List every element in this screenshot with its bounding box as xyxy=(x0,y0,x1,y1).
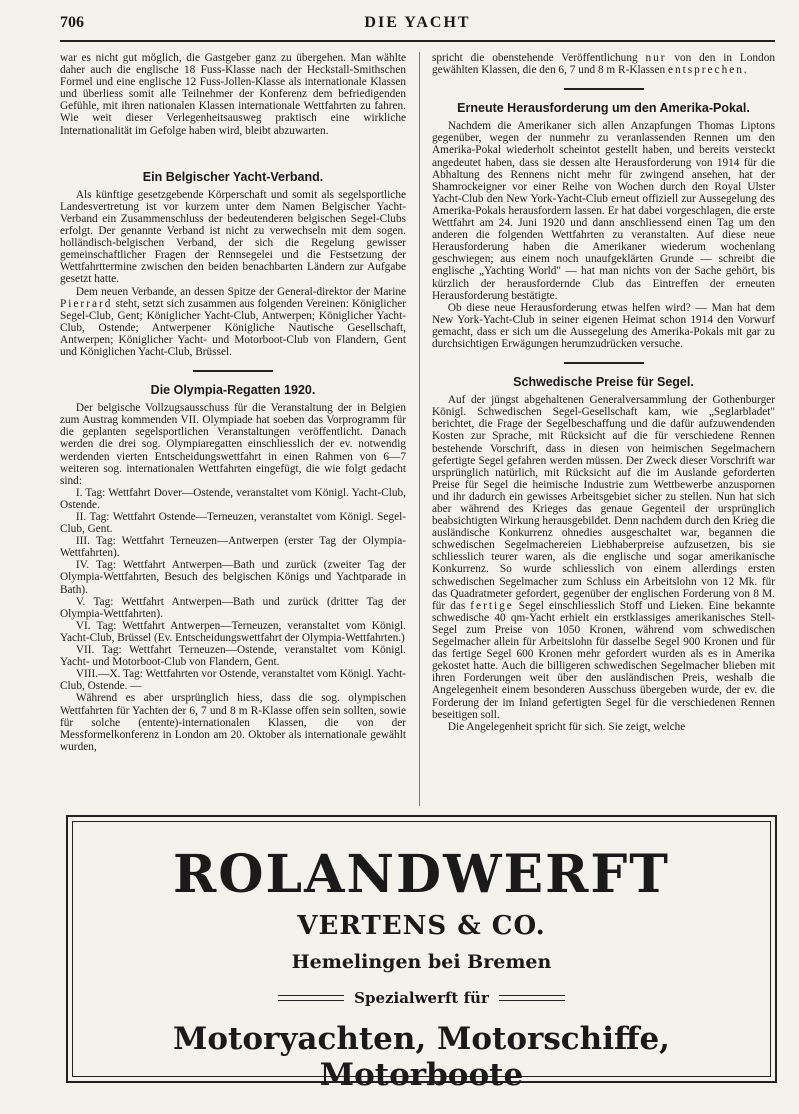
paragraph: Als künftige gesetzgebende Körperschaft und somit als segelsportliche Landesvertretung ist vor kurzem unter dem Namen Belgischer Yacht-Verband ein Zusammenschluss der bedeutenderen belgischen Segel-Clubs erfolgt. Der genannte Verband ist nicht zu verwechseln mit dem sogen. holländisch-belgischen Verband, der sich die Regelung gewisser gemeinschaftlicher Fragen der Rennsegelei und die Festsetzung der Wettfahrttermine zwischen den beiden benachbarten Ländern zur Aufgabe gesetzt hatte. xyxy=(60,188,406,286)
double-rule-right xyxy=(499,995,565,1001)
ad-firm-name: VERTENS & CO. xyxy=(297,911,546,941)
column-divider xyxy=(419,52,420,806)
list-item: III. Tag: Wettfahrt Terneuzen—Antwerpen (erster Tag der Olympia-Wettfahrten). xyxy=(60,535,406,560)
ad-company-name: ROLANDWERFT xyxy=(173,844,670,905)
paragraph: Die Angelegenheit spricht für sich. Sie zeigt, welche xyxy=(447,720,686,733)
list-item: I. Tag: Wettfahrt Dover—Ostende, veranstaltet vom Königl. Yacht-Club, Ostende. xyxy=(60,486,406,511)
list-item: VIII.—X. Tag: Wettfahrten vor Ostende, veranstaltet vom Königl. Yacht-Club, Ostende. — xyxy=(60,668,406,693)
left-column xyxy=(60,52,406,753)
section-title-belgian-yacht-association: Ein Belgischer Yacht-Verband. xyxy=(142,169,324,184)
ad-specialty: Spezialwerft für xyxy=(354,989,489,1007)
double-rule-left xyxy=(278,995,344,1001)
paragraph: Ob diese neue Herausforderung etwas helfen wird? — Man hat dem New York-Yacht-Club in seiner eigenen Heimat schon 1914 den Vorwurf gemacht, dass er sich um die Aussegelung des Amerika-Pokals mit gar zu durchsichtigen Erwägungen herumzudrücken versuche. xyxy=(432,301,775,350)
list-item: V. Tag: Wettfahrt Antwerpen—Bath und zurück (dritter Tag der Olympia-Wettfahrten). xyxy=(60,595,406,620)
ad-products: Motoryachten, Motorschiffe, Motorboote xyxy=(173,1021,670,1093)
header-rule xyxy=(60,40,775,42)
advertisement-box xyxy=(66,815,777,1093)
page-number: 706 xyxy=(60,14,84,31)
list-item: II. Tag: Wettfahrt Ostende—Terneuzen, veranstaltet vom Königl. Segel-Club, Gent. xyxy=(60,511,406,536)
paragraph: Nachdem die Amerikaner sich allen Anzapfungen Thomas Liptons gegenüber, wegen der nunmehr zu veranlassenden Rennen um den Amerika-Pokal wiederholt scheintot gestellt haben, und bereits versteckt angedeutet haben, dass sie dessen alte Herausforderung von 1914 für die Abhaltung des Rennens nicht mehr für zwingend ansehen, hat der Shamrockeigner vor einer Reihe von Wochen durch den Royal Ulster Yacht-Club den New York-Yacht-Club erneut offiziell zur Aussegelung des Amerika-Pokals herausfordern lassen. Er hat dabei vorgeschlagen, die erste Wettfahrt am 24. Juni 1920 und dann anschliessend einen Tag um den anderen die folgenden Wettfahrten zu veranstalten. Auf diese neue Herausforderung haben die Amerikaner wiederum wochenlang geschwiegen; aus einem noch unaufgeklärten Grunde — schreibt die englische „Yachting World" — hat man nichts von der Sache gehört, bis kürzlich der herausfordernde Club das Eintreffen der erneuten Herausforderung bestätigte. xyxy=(432,120,775,302)
paragraph: Während es aber ursprünglich hiess, dass die sog. olympischen Wettfahrten für Yachten der 6, 7 und 8 m R-Klasse offen sein sollten, sowie für solche (entente)-internationalen Klassen, die von der Messformelkonferenz in London am 20. Oktober als internationale gewählt wurden, xyxy=(60,692,406,753)
paragraph: Der belgische Vollzugsausschuss für die Veranstaltung der in Belgien zum Austrag kommenden VII. Olympiade hat soeben das Vorprogramm für die geplanten segelsportlichen Veranstaltungen veröffentlicht. Danach werden die drei sog. Olympiaregatten einschliesslich der ev. notwendig werdenden vierten Entscheidungswettfahrt in einen Rahmen von 6—7 weiteren sog. internationalen Wettfahrten eingefügt, die wie folgt gedacht sind: xyxy=(60,402,406,487)
list-item: VI. Tag: Wettfahrt Antwerpen—Terneuzen, veranstaltet vom Königl. Yacht-Club, Brüssel (Ev. Entscheidungswettfahrt der Olympia-Wettfahrten.) xyxy=(60,619,406,644)
paragraph: Auf der jüngst abgehaltenen Generalversammlung der Gothenburger Königl. Schwedischen Segel-Gesellschaft kam, wie „Seglarbladet" berichtet, die Frage der Segelbeschaffung und die dafür aufzuwendenden Kosten zur Sprache, mit Rücksicht auf die für verschiedene Rennen bestehende Vorschrift, dass in diesen von heimischen Segelmachern gefertigte Segel gefahren werden müssen. Der Zweck dieser Vorschrift war ursprünglich natürlich, mit Rücksicht auf die im Auslande geforderten Preise für Segel die heimische Industrie zum Wettbewerbe anzuspornen und ihr dadurch ein gewisses Arbeitsgebiet sicher zu stellen. Nun hat sich aber während des Krieges das genaue Gegenteil der ursprünglich beabsichtigten Wirkung herausgebildet. Denn nachdem durch den Krieg die ausländische Konkurrenz ohnedies ausgeschaltet war, begannen die schwedischen Segelmachereien Liebhaberpreise aufzusetzen, bis sie schliesslich teurer waren, als die englische und sogar amerikanische Konkurrenz. So wurde schliesslich von einem allerdings ersten schwedischen Segelmacher zum Schluss ein Arbeitslohn von 12 Mk. für das Quadratmeter gefordert, gegenüber der englischen Forderung von 8 M. für das fertige Segel einschliesslich Stoff und Lieken. Eine bekannte schwedische 40 qm-Yacht erhielt ein erstklassiges amerikanisches Stell-Segel zum Preise von 1050 Kronen, während vom schwedischen Segelmacher allein für Arbeitslohn für dasselbe Segel 900 Kronen und für das fertige Segel 600 Kronen mehr gefordert wurden als es in Amerika gekostet hatte. Auch die billigeren schwedischen Segelmacher blieben mit ihren Forderungen weit über den ausländischen Preis, weshalb die Angelegenheit einem besonderen Ausschuss übergeben wurde, der ev. die Forderung der im Inland gefertigten Segel für die verschiedenen Rennen beseitigen soll. xyxy=(432,394,775,721)
paragraph: Dem neuen Verbande, an dessen Spitze der General-direktor der Marine Pierrard steht, setzt sich zusammen aus folgenden Vereinen: Königlicher Segel-Club, Gent; Königlicher Yacht-Club, Antwerpen; Königlicher Yacht-Club, Ostende; Antwerpener Königliche Nautische Gesellschaft, Antwerpen; Königlicher Yacht- und Motorboot-Club von Flandern, Gent und Königlichen Yacht-Club, Brüssel. xyxy=(60,285,406,358)
page-header xyxy=(60,14,775,38)
list-item: VII. Tag: Wettfahrt Terneuzen—Ostende, veranstaltet vom Königl. Yacht- und Motorboot-Club von Flandern, Gent. xyxy=(60,644,406,669)
section-title-olympia-regatten: Die Olympia-Regatten 1920. xyxy=(150,383,316,398)
intro-paragraph: war es nicht gut möglich, die Gastgeber ganz zu übergehen. Man wählte daher auch die englische 18 Fuss-Klasse nach der Heckstall-Smithschen Formel und eine englische 12 Fuss-Jollen-Klasse als internationale Klassen und überliess somit alle Teilnehmer der Konferenz dem befriedigenden Gefühle, mit ihren nationalen Klassen internationale Wettfahrten zu fahren. Wie weit dieser Verlegenheitsausweg praktisch eine wirkliche Internationalität im Gefolge haben wird, bleibt abzuwarten. xyxy=(60,52,406,137)
running-title: DIE YACHT xyxy=(364,14,471,31)
right-column xyxy=(432,52,775,733)
continuation-paragraph: spricht die obenstehende Veröffentlichung nur von den in London gewählten Klassen, die den 6, 7 und 8 m R-Klassen entsprechen. xyxy=(432,52,775,77)
ad-location: Hemelingen bei Bremen xyxy=(291,951,552,973)
section-title-america-cup: Erneute Herausforderung um den Amerika-Pokal. xyxy=(457,101,750,116)
section-title-swedish-sail-prices: Schwedische Preise für Segel. xyxy=(513,375,694,390)
advertisement-inner-frame xyxy=(72,821,771,1093)
list-item: IV. Tag: Wettfahrt Antwerpen—Bath und zurück (zweiter Tag der Olympia-Wettfahrten, Besuch des belgischen Königs und Yachtparade in Bath). xyxy=(60,559,406,596)
race-schedule-list xyxy=(60,487,406,693)
ad-specialty-line xyxy=(73,989,770,1007)
